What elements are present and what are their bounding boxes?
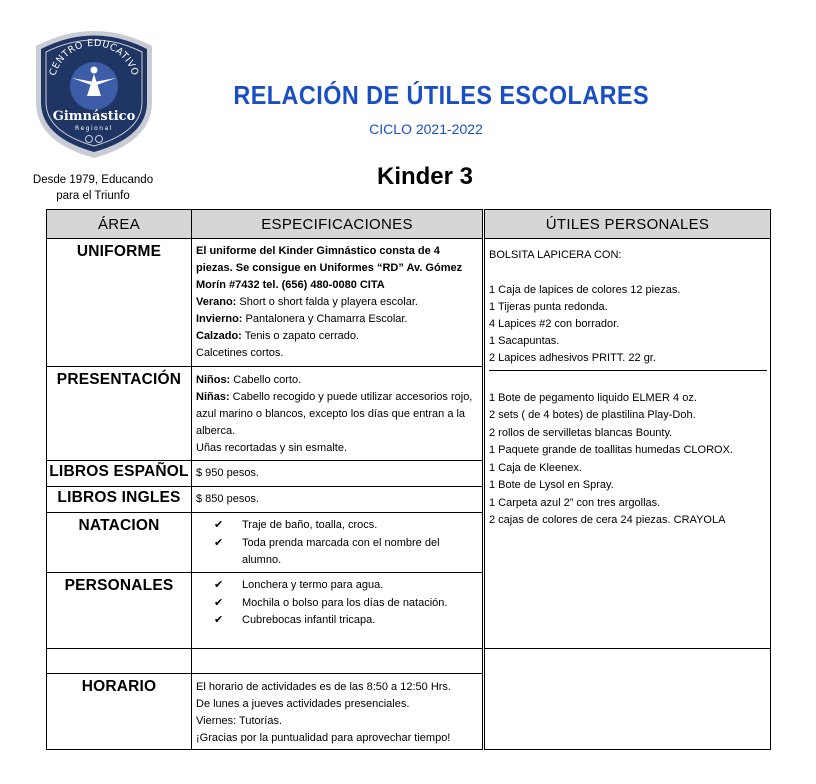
supply-item: 1 Carpeta azul 2” con tres argollas. [489, 497, 661, 509]
row-libros-ingles-area [47, 487, 192, 513]
calzado-text: Tenis o zapato cerrado. [241, 330, 360, 342]
horario-line: El horario de actividades es de las 8:50 a 12:50 Hrs. [196, 681, 451, 693]
school-logo [32, 24, 156, 160]
header-area: ÁREA [46, 209, 192, 239]
row-personales-area [47, 573, 192, 649]
logo-sub: Regional [75, 125, 113, 132]
row-libros-espanol-spec [192, 461, 483, 487]
supply-item: 1 Paquete grande de toallitas humedas CLOROX. [489, 444, 733, 456]
supply-item: 2 rollos de servilletas blancas Bounty. [489, 427, 673, 439]
row-libros-ingles-spec [192, 487, 483, 513]
invierno-text: Pantalonera y Chamarra Escolar. [242, 313, 408, 325]
ninas-label: Niñas: [196, 391, 230, 403]
personales-item: ✔ Cubrebocas infantil tricapa. [214, 612, 483, 630]
lapicera-item: 1 Tijeras punta redonda. [489, 301, 608, 313]
supply-item: 2 sets ( de 4 botes) de plastilina Play-Doh. [489, 409, 696, 421]
row-horario-spec [192, 674, 483, 749]
uniforme-label: UNIFORME [76, 243, 162, 260]
horario-line: Viernes: Tutorías. [196, 715, 283, 727]
horario-line: ¡Gracias por la puntualidad para aprovechar tiempo! [196, 732, 451, 744]
tagline [22, 172, 164, 204]
specifications-table [46, 238, 483, 750]
row-uniforme-spec [192, 239, 483, 367]
ninas-text: Cabello recogido y puede utilizar accesorios rojo, azul marino o blancos, excepto los días que entran a la alberca. [196, 391, 473, 437]
calzado-label: Calzado: [196, 330, 242, 342]
checkmark-icon: ✔ [214, 536, 224, 549]
calcetines-text: Calcetines cortos. [196, 347, 284, 359]
unas-text: Uñas recortadas y sin esmalte. [196, 442, 348, 454]
checkmark-icon: ✔ [214, 614, 224, 626]
header-personal-supplies: ÚTILES PERSONALES [484, 209, 771, 239]
personales-item: ✔ Mochila o bolso para los días de natación. [214, 595, 483, 613]
invierno-label: Invierno: [196, 313, 243, 325]
ninos-label: Niños: [196, 374, 231, 386]
tagline-line-2: para el Triunfo [56, 190, 130, 202]
row-personales-spec [192, 573, 483, 649]
natacion-item: ✔ Toda prenda marcada con el nombre del alumno. [214, 536, 440, 566]
row-empty-spec [192, 649, 483, 674]
libros-ingles-label: LIBROS INGLES [57, 489, 181, 506]
row-natacion-area [47, 513, 192, 573]
row-presentacion-area [47, 367, 192, 461]
personal-supplies-column [484, 238, 771, 750]
row-presentacion-spec [192, 367, 483, 461]
lapicera-item: 2 Lapices adhesivos PRITT. 22 gr. [489, 352, 656, 364]
lapicera-item: 4 Lapices #2 con borrador. [489, 318, 620, 330]
lapicera-item: 1 Sacapuntas. [489, 335, 560, 347]
grade-title: Kinder 3 [376, 163, 474, 190]
natacion-item: ✔ Traje de baño, toalla, crocs. [214, 517, 475, 535]
row-natacion-spec [192, 513, 483, 573]
checkmark-icon: ✔ [214, 519, 224, 531]
checkmark-icon: ✔ [214, 579, 224, 591]
ninos-text: Cabello corto. [230, 374, 302, 386]
supply-item: 1 Caja de Kleenex. [489, 462, 582, 474]
header-specifications: ESPECIFICACIONES [191, 209, 483, 239]
personales-item: ✔ Lonchera y termo para agua. [214, 577, 483, 595]
row-libros-espanol-area [47, 461, 192, 487]
verano-label: Verano: [196, 296, 237, 308]
libros-espanol-label: LIBROS ESPAÑOL [49, 463, 189, 480]
row-uniforme-area [47, 239, 192, 367]
horario-line: De lunes a jueves actividades presenciales. [196, 698, 410, 710]
natacion-label: NATACION [78, 517, 160, 534]
libros-espanol-price: $ 950 pesos. [196, 467, 259, 479]
row-empty-area [47, 649, 192, 674]
verano-text: Short o short falda y playera escolar. [236, 296, 418, 308]
supplies-row-divider [485, 648, 770, 649]
checkmark-icon: ✔ [214, 596, 224, 609]
page-title: RELACIÓN DE ÚTILES ESCOLARES [233, 80, 650, 110]
personales-label: PERSONALES [64, 577, 174, 594]
lapicera-title: BOLSITA LAPICERA CON: [489, 249, 622, 261]
supplies-divider [489, 370, 767, 371]
supply-item: 1 Bote de Lysol en Spray. [489, 479, 614, 491]
supply-item: 1 Bote de pegamento liquido ELMER 4 oz. [489, 392, 697, 404]
tagline-line-1: Desde 1979, Educando [32, 174, 154, 186]
school-cycle: CICLO 2021-2022 [369, 121, 483, 137]
libros-ingles-price: $ 850 pesos. [196, 493, 259, 505]
uniforme-intro: El uniforme del Kinder Gimnástico consta de 4 piezas. Se consigue en Uniformes “RD” Av. Gómez Morín #7432 tel. (656) 480-0080 CITA [196, 245, 463, 291]
logo-arc-text: CENTRO EDUCATIVO [47, 37, 141, 78]
presentacion-label: PRESENTACIÓN [56, 371, 182, 388]
row-horario-area [47, 674, 192, 749]
lapicera-item: 1 Caja de lapices de colores 12 piezas. [489, 284, 681, 296]
logo-name: Gimnástico [52, 109, 136, 124]
supply-item: 2 cajas de colores de cera 24 piezas. CRAYOLA [489, 514, 726, 526]
horario-label: HORARIO [81, 678, 157, 695]
